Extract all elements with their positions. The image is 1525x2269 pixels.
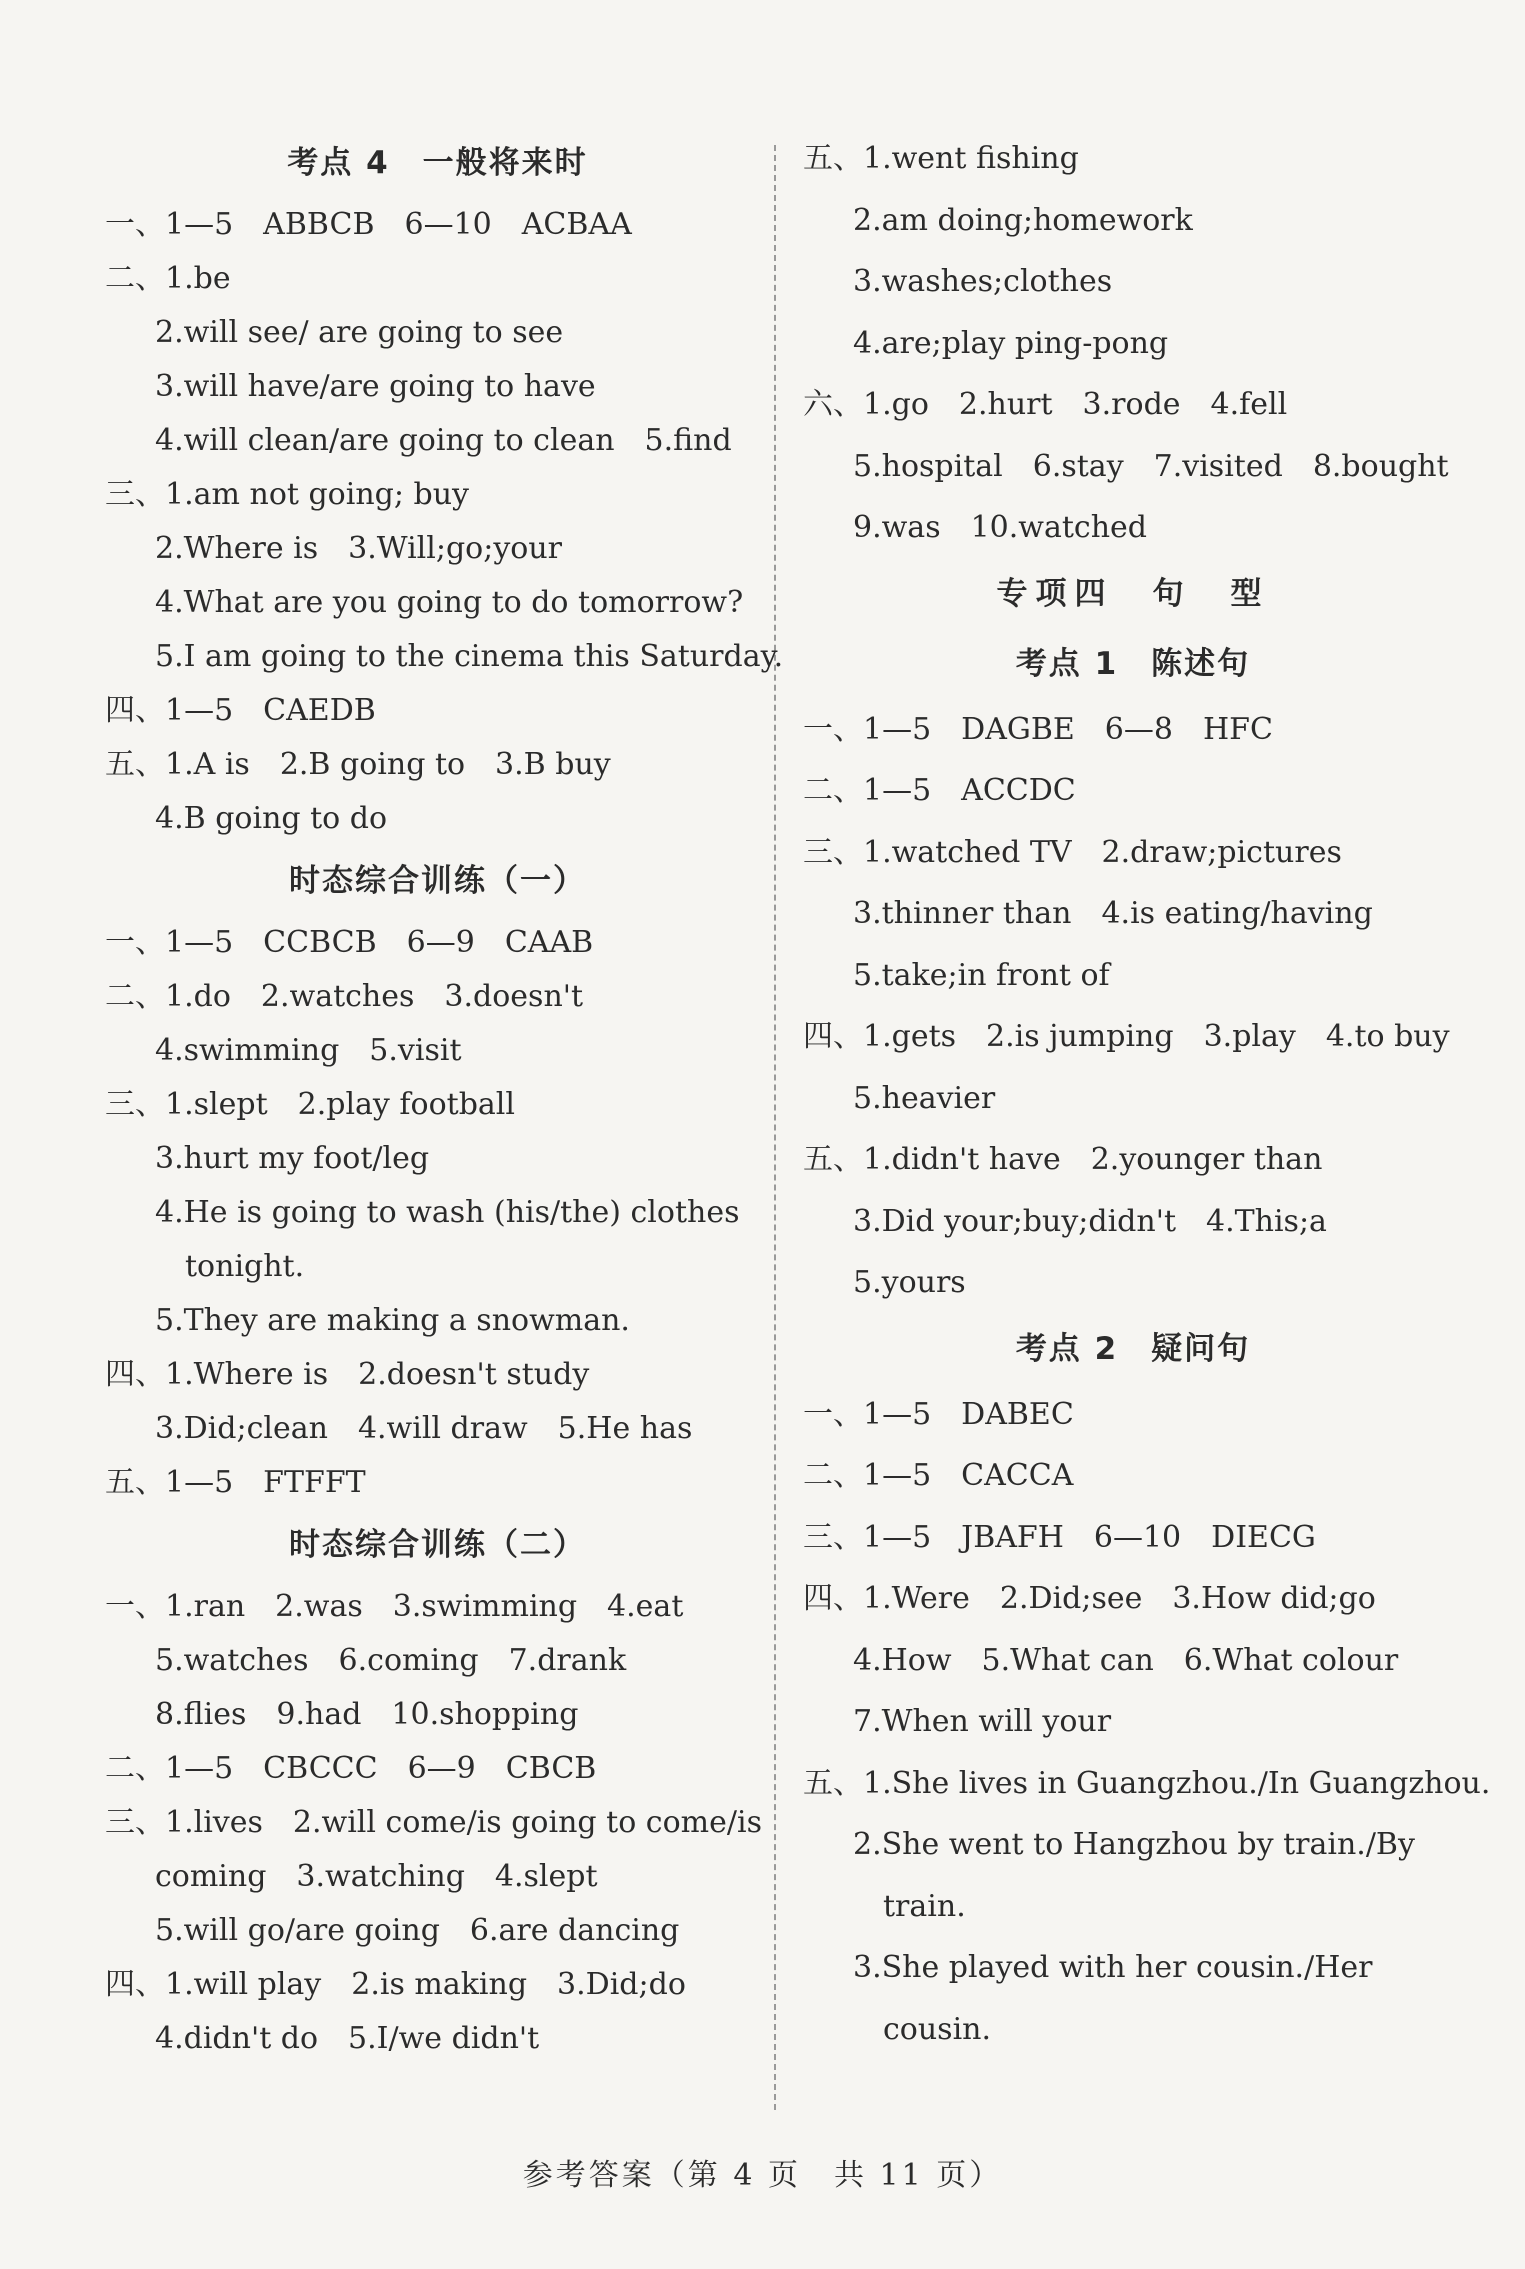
answer-line: 二、1—5 CACCA [803, 1458, 1074, 1493]
answer-line: coming 3.watching 4.slept [155, 1859, 598, 1894]
answer-line: 3.She played with her cousin./Her [853, 1950, 1373, 1985]
page-footer: 参考答案（第 4 页 共 11 页） [522, 2158, 1003, 2193]
answer-line: 4.swimming 5.visit [155, 1033, 462, 1068]
answer-line: 5.I am going to the cinema this Saturday. [155, 639, 784, 674]
answer-line: 三、1.watched TV 2.draw;pictures [803, 834, 1342, 870]
answer-line: 一、1—5 ABBCB 6—10 ACBAA [105, 207, 632, 242]
answer-line: 4.will clean/are going to clean 5.find [155, 423, 732, 458]
answer-line: 二、1.be [105, 261, 231, 296]
answer-line: 五、1.A is 2.B going to 3.B buy [105, 747, 611, 782]
answer-line: 四、1—5 CAEDB [105, 693, 376, 728]
answer-line: train. [883, 1888, 966, 1924]
column-divider [774, 145, 776, 2110]
answer-line: 三、1.am not going; buy [105, 477, 469, 512]
answer-line: 3.hurt my foot/leg [155, 1141, 430, 1176]
section-heading: 时态综合训练（一） [289, 863, 586, 899]
answer-line: 5.yours [853, 1265, 966, 1300]
answer-line: 四、1.Where is 2.doesn't study [105, 1357, 590, 1392]
answer-line: 4.are;play ping-pong [853, 325, 1169, 361]
section-heading: 考点 2 疑问句 [1015, 1330, 1251, 1367]
answer-line: 一、1—5 CCBCB 6—9 CAAB [105, 925, 594, 960]
answer-line: 四、1.will play 2.is making 3.Did;do [105, 1967, 686, 2002]
answer-line: 2.Where is 3.Will;go;your [155, 531, 563, 566]
answer-line: 二、1—5 ACCDC [803, 773, 1076, 808]
section-heading: 考点 4 一般将来时 [287, 145, 588, 181]
answer-line: 4.How 5.What can 6.What colour [853, 1642, 1399, 1678]
answer-line: 4.He is going to wash (his/the) clothes [155, 1195, 740, 1230]
answer-line: 7.When will your [853, 1704, 1112, 1739]
answer-line: 一、1.ran 2.was 3.swimming 4.eat [105, 1589, 684, 1624]
answer-line: 三、1—5 JBAFH 6—10 DIECG [803, 1519, 1316, 1555]
answer-line: 四、1.gets 2.is jumping 3.play 4.to buy [803, 1019, 1450, 1054]
answer-line: 5.hospital 6.stay 7.visited 8.bought [853, 448, 1449, 484]
section-heading: 考点 1 陈述句 [1015, 645, 1251, 682]
section-heading: 时态综合训练（二） [289, 1527, 586, 1563]
answer-line: cousin. [883, 2011, 992, 2047]
answer-line: 三、1.lives 2.will come/is going to come/is [105, 1805, 762, 1840]
answer-line: 4.didn't do 5.I/we didn't [155, 2021, 540, 2056]
answer-line: 3.Did;clean 4.will draw 5.He has [155, 1411, 693, 1446]
answer-line: 二、1—5 CBCCC 6—9 CBCB [105, 1751, 597, 1786]
answer-line: 3.Did your;buy;didn't 4.This;a [853, 1203, 1327, 1239]
answer-line: 五、1.didn't have 2.younger than [803, 1142, 1323, 1177]
answer-line: 5.take;in front of [853, 957, 1110, 993]
special-topic-heading: 专项四 句 型 [996, 575, 1270, 612]
left-column [105, 128, 784, 2066]
answer-line: 二、1.do 2.watches 3.doesn't [105, 979, 584, 1014]
answer-line: 5.They are making a snowman. [155, 1303, 630, 1338]
answer-line: 3.washes;clothes [853, 264, 1113, 299]
answer-line: 一、1—5 DABEC [803, 1396, 1074, 1432]
answer-line: 9.was 10.watched [853, 510, 1147, 545]
answer-line: 2.will see/ are going to see [155, 315, 564, 350]
answer-line: 5.watches 6.coming 7.drank [155, 1643, 627, 1678]
answer-line: 一、1—5 DAGBE 6—8 HFC [803, 711, 1273, 747]
answer-line: 2.She went to Hangzhou by train./By [853, 1827, 1415, 1862]
answer-line: 8.flies 9.had 10.shopping [155, 1697, 579, 1732]
answer-line: 六、1.go 2.hurt 3.rode 4.fell [803, 387, 1288, 422]
answer-line: 四、1.Were 2.Did;see 3.How did;go [803, 1581, 1376, 1616]
answer-line: tonight. [185, 1249, 305, 1284]
answer-line: 五、1.went fishing [803, 141, 1079, 176]
answer-line: 五、1—5 FTFFT [105, 1465, 366, 1500]
answer-line: 4.B going to do [155, 801, 388, 836]
answer-line: 2.am doing;homework [853, 202, 1193, 238]
answer-line: 三、1.slept 2.play football [105, 1087, 515, 1122]
answer-line: 五、1.She lives in Guangzhou./In Guangzhou. [803, 1765, 1491, 1801]
answer-line: 3.thinner than 4.is eating/having [853, 896, 1373, 931]
answer-line: 5.will go/are going 6.are dancing [155, 1913, 680, 1948]
answer-line: 4.What are you going to do tomorrow? [155, 585, 744, 620]
answer-line: 5.heavier [853, 1080, 996, 1116]
right-column [803, 128, 1491, 2060]
answer-line: 3.will have/are going to have [155, 369, 596, 404]
